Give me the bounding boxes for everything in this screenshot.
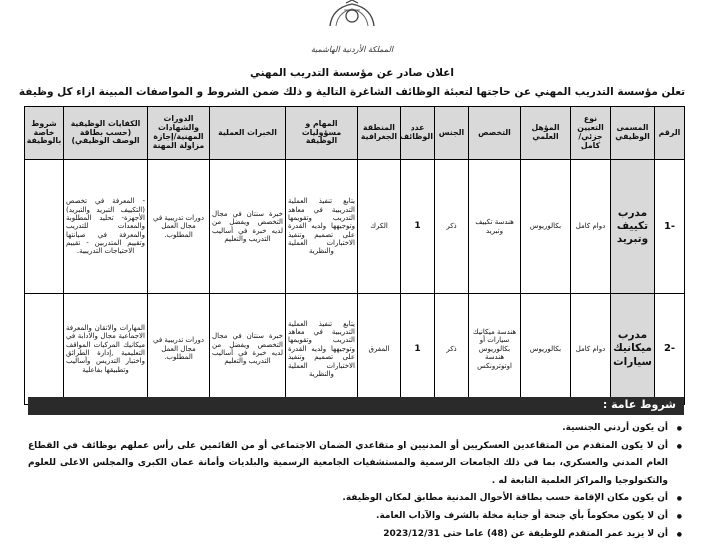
list-item: ● أن لا يكون محكوماً بأي جنحة أو جناية مخلة بالشرف والآداب العامة. xyxy=(28,508,668,526)
header-gender: الجنس xyxy=(435,107,469,160)
row-courses: دورات تدريبية في مجال العمل المطلوب. xyxy=(148,160,210,294)
list-item: ● أن يكون أردني الجنسية. xyxy=(28,420,668,438)
header-qualification: المؤهل العلمي xyxy=(521,107,571,160)
general-conditions-list xyxy=(28,420,684,543)
row-job-title: مدرب ميكانيك سيارات xyxy=(611,294,655,405)
header-job-title: المسمى الوظيفي xyxy=(611,107,655,160)
row-courses: دورات تدريبية في مجال العمل المطلوب. xyxy=(148,294,210,405)
row-tasks: يتابع تنفيذ العملية التدريبية في معاهد التدريب وتقويمها وتوجيهها ولديه القدرة على تصميم وتنفيذ الاختبارات العملية والنظرية xyxy=(286,294,358,405)
header-competencies: الكفايات الوظيفية (حسب بطاقة الوصف الوظيفي) xyxy=(64,107,148,160)
list-item: ● أن لا يزيد عمر المتقدم للوظيفة عن (48) عاما حتى 2023/12/31 xyxy=(28,526,668,544)
row-competencies: المهارات والاتقان والمعرفة الاجماعية مجال والادابة في ميكانيك المركبات المواقف التعليمية ,إدارة الطرائق واختبار التدريس وأساليب وتطبيقها بفاعلية xyxy=(64,294,148,405)
row-gender: ذكر xyxy=(435,294,469,405)
row-count: 1 xyxy=(401,294,435,405)
table-row xyxy=(25,294,685,405)
row-major: هندسة ميكانيك سيارات أو بكالوريوس هندسة اوتوترونكس xyxy=(469,294,521,405)
jordan-emblem-icon xyxy=(322,0,382,26)
vacancies-table xyxy=(24,106,685,405)
header-count: عدد الوظائف xyxy=(401,107,435,160)
row-region: المفرق xyxy=(358,294,401,405)
announcement-intro: تعلن مؤسسة التدريب المهني عن حاجتها لتعبئة الوظائف الشاغرة التالية و ذلك ضمن الشروط و المواصفات المبينة ازاء كل وظيفة xyxy=(18,86,686,98)
row-count: 1 xyxy=(401,160,435,294)
general-conditions-heading: شروط عامة : xyxy=(28,397,684,415)
header-appointment-type: نوع التعيين جزئي/كامل xyxy=(571,107,611,160)
row-special-conditions xyxy=(25,294,64,405)
row-competencies: - المعرفة في تخصص (التكييف التبريد والتبريد) الأجهزة- تحليد المطلوبة والمعدات للتدريب والمعرفة في صيانتها وتقييم المتدربين - تقييم الاحتياجات التدريبية. xyxy=(64,160,148,294)
row-experience: خبرة سنتان في مجال التخصص ويفضل من لديه خبرة في أساليب التدريب والتعليم xyxy=(210,160,286,294)
row-appointment-type: دوام كامل xyxy=(571,160,611,294)
row-experience: خبرة سنتان في مجال التخصص ويفضل من لديه خبرة في أساليب التدريب والتعليم xyxy=(210,294,286,405)
header-major: التخصص xyxy=(469,107,521,160)
row-qualification: بكالوريوس xyxy=(521,160,571,294)
header-experience: الخبرات العملية xyxy=(210,107,286,160)
list-item: ● أن لا يكون المتقدم من المتقاعدين العسكريين أو المدنيين او متقاعدي الضمان الاجتماعي أو من القائمين على رأس عملهم بوظائف في القطاع العام المدني والعسكري، بما في ذلك الجامعات الرسمية والمستشفيات الجامعية الرسمية والبلديات وأمانة عمان الكبرى والمجلس الاعلى للعلوم والتكنولوجيا والمراكز العلمية التابعة له . xyxy=(28,438,668,491)
header-tasks: المهام و مسؤوليات الوظيفة xyxy=(286,107,358,160)
header-special-conditions: شروط خاصة بالوظيفة xyxy=(25,107,64,160)
header-region: المنطقة الجغرافية xyxy=(358,107,401,160)
row-major: هندسة تكييف وتبريد xyxy=(469,160,521,294)
table-row xyxy=(25,160,685,294)
list-item: ● أن يكون مكان الإقامة حسب بطاقة الأحوال المدنية مطابق لمكان الوظيفة. xyxy=(28,490,668,508)
kingdom-name: المملكة الأردنية الهاشمية xyxy=(310,45,394,54)
announcement-title: اعلان صادر عن مؤسسة التدريب المهني xyxy=(249,67,454,79)
row-appointment-type: دوام كامل xyxy=(571,294,611,405)
row-job-title: مدرب تكييف وتبريد xyxy=(611,160,655,294)
row-special-conditions xyxy=(25,160,64,294)
row-region: الكرك xyxy=(358,160,401,294)
row-qualification: بكالوريوس xyxy=(521,294,571,405)
header-courses: الدورات والشهادات المهنية/إجازة مزاولة المهنة xyxy=(148,107,210,160)
row-gender: ذكر xyxy=(435,160,469,294)
row-tasks: يتابع تنفيذ العملية التدريبية في معاهد التدريب وتقويمها وتوجيهها ولديه القدرة على تصميم وتنفيذ الاختبارات العملية والنظرية xyxy=(286,160,358,294)
row-number: 1- xyxy=(655,160,685,294)
header-number: الرقم xyxy=(655,107,685,160)
table-header-row xyxy=(25,107,685,160)
row-number: 2- xyxy=(655,294,685,405)
